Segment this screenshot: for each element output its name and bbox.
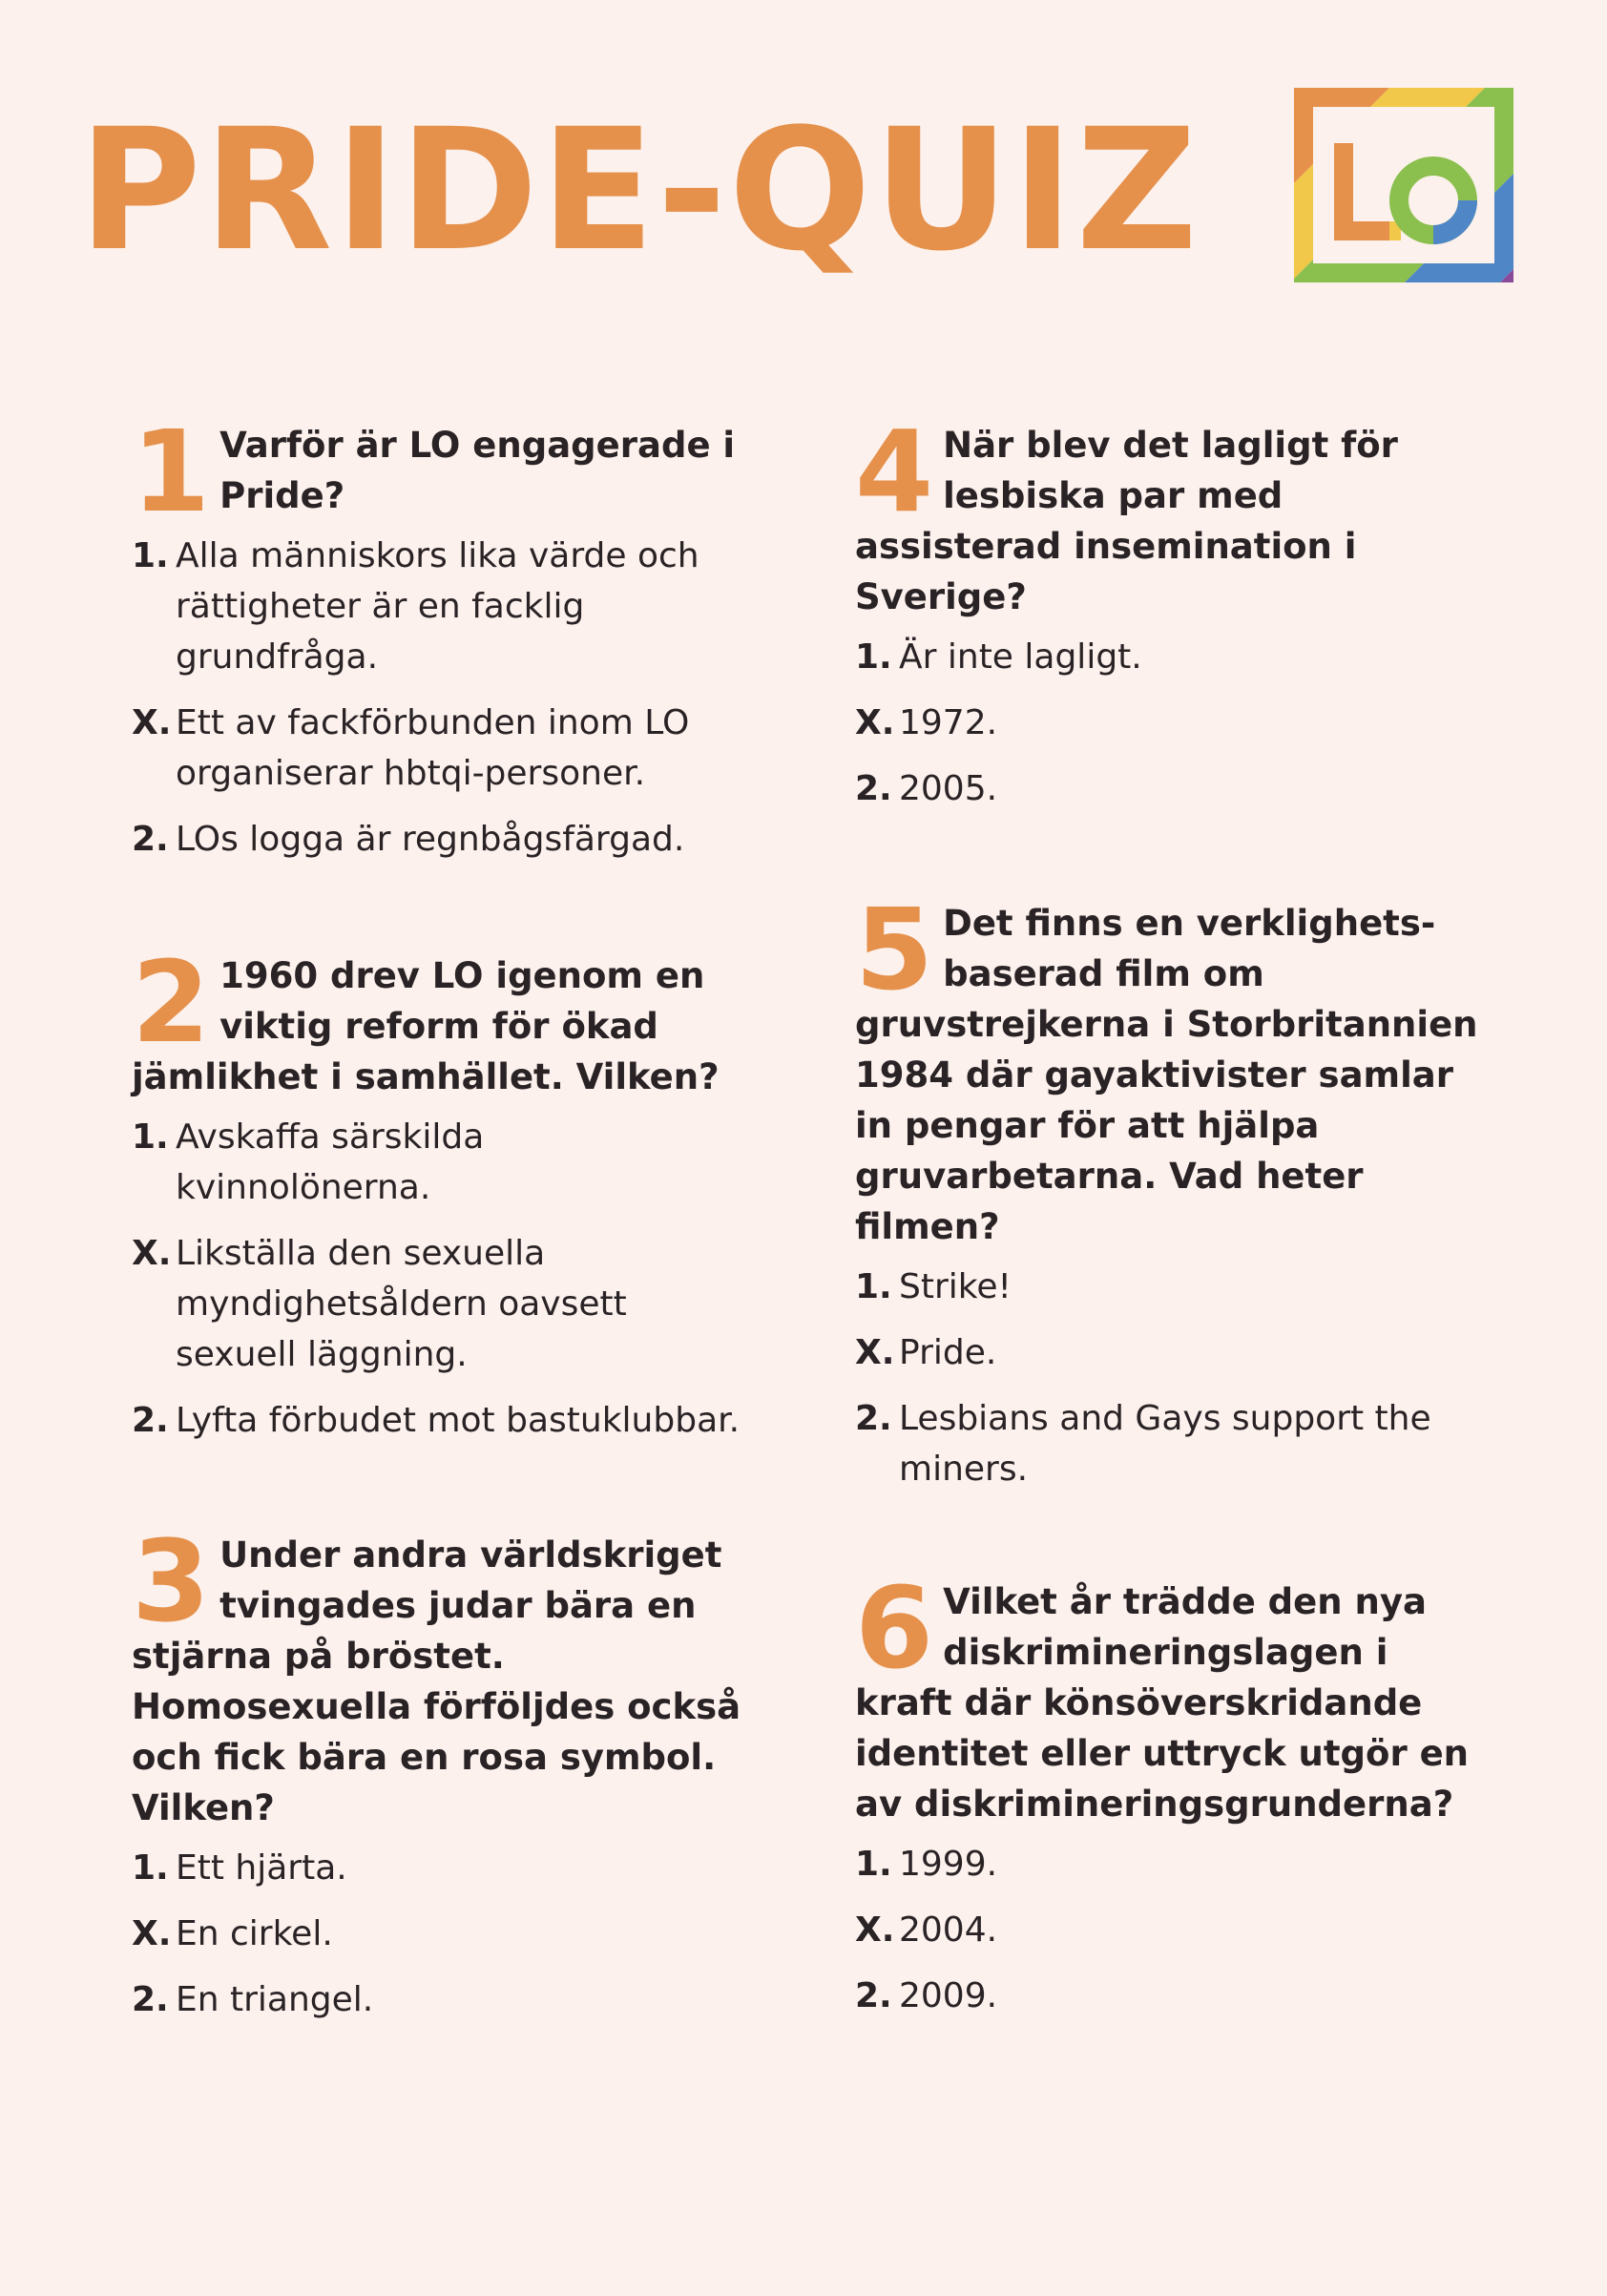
answer-key: X. <box>855 1333 895 1372</box>
answer-list <box>132 1843 742 2025</box>
answer-option <box>132 1843 742 1893</box>
answer-key: X. <box>132 1914 172 1953</box>
answer-text: 2009. <box>899 1976 998 2015</box>
answer-key: 2. <box>855 769 892 808</box>
answer-text: Avskaffa särskilda kvinnolönerna. <box>176 1117 485 1207</box>
answer-option <box>855 1327 1485 1378</box>
answer-text: En cirkel. <box>176 1914 333 1953</box>
answer-key: 2. <box>855 1399 892 1438</box>
question-text: Under andra världskriget tvingades judar bära en stjärna på bröstet. Homosexuella förföljdes också och fick bära en rosa symbol. Vilken? <box>132 1534 741 1828</box>
question-text: Varför är LO engagerade i Pride? <box>219 425 736 516</box>
answer-key: 1. <box>132 1848 169 1888</box>
question-text: Vilket år trädde den nya diskrimineringslagen i kraft där könsöverskridande identitet eller uttryck utgör en av diskrimineringsgrunderna? <box>855 1581 1470 1825</box>
answer-key: 1. <box>132 536 169 575</box>
answer-text: Alla människors lika värde och rättigheter är en facklig grundfråga. <box>176 536 699 677</box>
answer-text: Ett av fackförbunden inom LO organiserar hbtqi-personer. <box>176 703 690 793</box>
question-number: 3 <box>132 1515 209 1647</box>
answer-text: Likställa den sexuella myndighetsåldern oavsett sexuell läggning. <box>176 1234 627 1374</box>
answer-key: 2. <box>132 1980 169 2019</box>
question-3 <box>132 1515 742 2025</box>
question-number: 6 <box>855 1562 932 1694</box>
answer-text: Lyfta förbudet mot bastuklubbar. <box>176 1401 741 1440</box>
answer-option <box>132 1974 742 2025</box>
answer-option <box>855 632 1485 682</box>
answer-list <box>855 632 1485 814</box>
answer-option <box>132 814 742 865</box>
answer-key: 2. <box>855 1976 892 2015</box>
question-text: Det finns en verklighets-baserad film om gruvstrejkerna i Storbritannien 1984 där gayaktivister samlar in pengar för att hjälpa gruvarbetarna. Vad heter filmen? <box>855 903 1478 1247</box>
answer-key: X. <box>855 1910 895 1950</box>
answer-key: 2. <box>132 820 169 859</box>
page-title: PRIDE-QUIZ <box>78 93 1200 288</box>
answer-option <box>855 763 1485 814</box>
answer-option <box>855 698 1485 748</box>
answer-key: 1. <box>132 1117 169 1157</box>
question-number: 2 <box>132 936 209 1068</box>
answer-list <box>132 1112 742 1446</box>
answer-text: Pride. <box>899 1333 997 1372</box>
answer-text: 1972. <box>899 703 998 742</box>
answer-list <box>132 531 742 865</box>
answer-key: X. <box>132 1234 172 1273</box>
answer-option <box>855 1262 1485 1312</box>
answer-text: Strike! <box>899 1267 1012 1306</box>
question-text: När blev det lagligt för lesbiska par med assisterad insemination i Sverige? <box>855 425 1398 617</box>
answer-text: 1999. <box>899 1845 998 1884</box>
answer-key: X. <box>855 703 895 742</box>
question-number: 1 <box>132 406 209 537</box>
right-column <box>855 406 1485 2036</box>
answer-list <box>855 1839 1485 2021</box>
question-6 <box>855 1562 1485 2021</box>
question-number: 5 <box>855 884 932 1015</box>
answer-key: 2. <box>132 1401 169 1440</box>
left-column <box>132 406 742 2040</box>
lo-logo-icon <box>1294 88 1513 282</box>
answer-text: 2005. <box>899 769 998 808</box>
answer-list <box>855 1262 1485 1494</box>
answer-option <box>132 1228 742 1380</box>
answer-option <box>855 1393 1485 1494</box>
answer-option <box>132 1112 742 1213</box>
answer-text: LOs logga är regnbågsfärgad. <box>176 820 685 859</box>
question-1 <box>132 406 742 865</box>
answer-option <box>132 1395 742 1446</box>
answer-text: Ett hjärta. <box>176 1848 347 1888</box>
answer-text: 2004. <box>899 1910 998 1950</box>
answer-key: 1. <box>855 637 892 677</box>
answer-option <box>132 531 742 682</box>
question-5 <box>855 884 1485 1494</box>
answer-text: Lesbians and Gays support the miners. <box>899 1399 1431 1489</box>
answer-option <box>132 1909 742 1959</box>
answer-option <box>855 1905 1485 1955</box>
answer-key: 1. <box>855 1267 892 1306</box>
question-4 <box>855 406 1485 814</box>
answer-text: Är inte lagligt. <box>899 637 1142 677</box>
question-2 <box>132 936 742 1446</box>
question-number: 4 <box>855 406 932 537</box>
answer-option <box>855 1971 1485 2021</box>
question-text: 1960 drev LO igenom en viktig reform för ökad jämlikhet i samhället. Vilken? <box>132 955 720 1097</box>
answer-option <box>132 698 742 799</box>
answer-option <box>855 1839 1485 1889</box>
answer-text: En triangel. <box>176 1980 374 2019</box>
answer-key: X. <box>132 703 172 742</box>
answer-key: 1. <box>855 1845 892 1884</box>
